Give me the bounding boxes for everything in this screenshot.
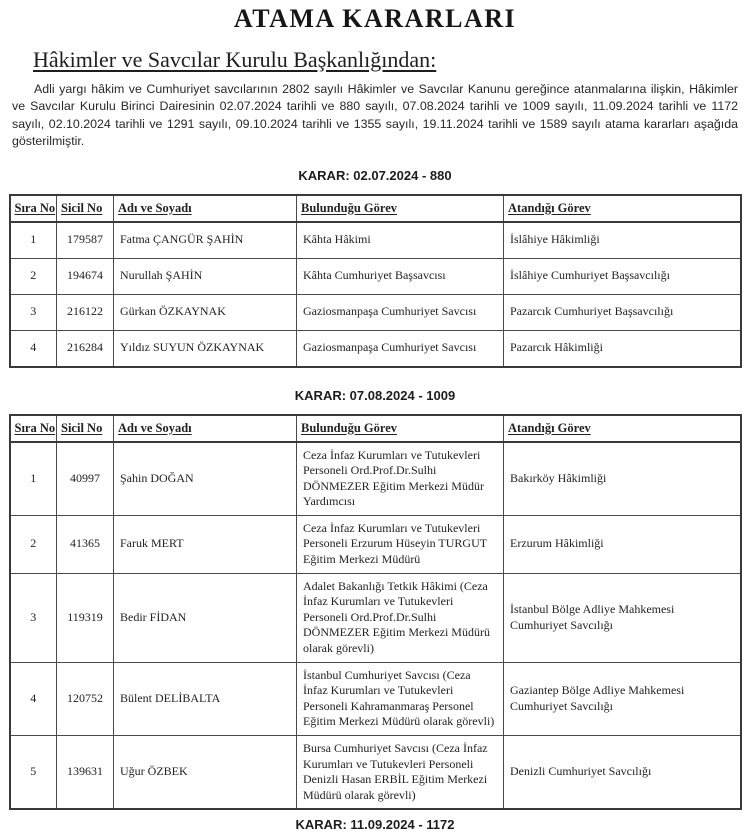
table-row xyxy=(10,222,741,259)
table-row xyxy=(10,258,741,294)
cell-atandigi-gorev: İslâhiye Cumhuriyet Başsavcılığı xyxy=(504,258,741,294)
table-row xyxy=(10,662,741,735)
decision-heading-1: KARAR: 02.07.2024 - 880 xyxy=(298,167,452,183)
cell-sicil-no: 139631 xyxy=(57,736,114,810)
column-header-atandigi-gorev: Atandığı Görev xyxy=(504,415,741,442)
cell-atandigi-gorev: Pazarcık Hâkimliği xyxy=(504,330,741,367)
cell-adi-ve-soyadi: Gürkan ÖZKAYNAK xyxy=(114,294,297,330)
cell-sira-no: 5 xyxy=(10,736,57,810)
cell-sicil-no: 216122 xyxy=(57,294,114,330)
intro-paragraph: Adli yargı hâkim ve Cumhuriyet savcılarının 2802 sayılı Hâkimler ve Savcılar Kanunu gereğince atanmalarına ilişkin, Hâkimler ve Savcılar Kurulu Birinci Dairesinin 02.07.2024 tarihli ve 880 sayılı, 07.08.2024 tarihli ve 1009 sayılı, 11.09.2024 tarihli ve 1172 sayılı, 02.10.2024 tarihli ve 1291 sayılı, 09.10.2024 tarihli ve 1355 sayılı, 19.11.2024 tarihli ve 1589 sayılı atama kararları aşağıda gösterilmiştir. xyxy=(12,81,738,149)
table-row xyxy=(10,515,741,573)
cell-adi-ve-soyadi: Bülent DELİBALTA xyxy=(114,662,297,735)
cell-atandigi-gorev: İstanbul Bölge Adliye Mahkemesi Cumhuriyet Savcılığı xyxy=(504,573,741,662)
column-header-sira-no: Sıra No xyxy=(10,195,57,222)
cell-sira-no: 3 xyxy=(10,573,57,662)
cell-bulundugu-gorev: Adalet Bakanlığı Tetkik Hâkimi (Ceza İnfaz Kurumları ve Tutukevleri Personeli Ord.Prof.Dr.Sulhi DÖNMEZER Eğitim Merkezi Müdürü olarak görevli) xyxy=(297,573,504,662)
column-header-adi-ve-soyadi: Adı ve Soyadı xyxy=(114,195,297,222)
decision-heading-2: KARAR: 07.08.2024 - 1009 xyxy=(294,387,456,403)
cell-atandigi-gorev: İslâhiye Hâkimliği xyxy=(504,222,741,259)
cell-sicil-no: 41365 xyxy=(57,515,114,573)
cell-sira-no: 3 xyxy=(10,294,57,330)
decision-heading-3-partial: KARAR: 11.09.2024 - 1172 xyxy=(295,817,455,833)
cell-atandigi-gorev: Erzurum Hâkimliği xyxy=(504,515,741,573)
issuer-heading: Hâkimler ve Savcılar Kurulu Başkanlığından: xyxy=(33,46,437,72)
cell-atandigi-gorev: Bakırköy Hâkimliği xyxy=(504,442,741,516)
cell-adi-ve-soyadi: Uğur ÖZBEK xyxy=(114,736,297,810)
cell-bulundugu-gorev: Ceza İnfaz Kurumları ve Tutukevleri Personeli Erzurum Hüseyin TURGUT Eğitim Merkezi Müdürü xyxy=(297,515,504,573)
cell-atandigi-gorev: Pazarcık Cumhuriyet Başsavcılığı xyxy=(504,294,741,330)
cell-sicil-no: 120752 xyxy=(57,662,114,735)
cell-sira-no: 4 xyxy=(10,662,57,735)
table-row xyxy=(10,330,741,367)
cell-adi-ve-soyadi: Şahin DOĞAN xyxy=(114,442,297,516)
cell-adi-ve-soyadi: Bedir FİDAN xyxy=(114,573,297,662)
cell-sicil-no: 40997 xyxy=(57,442,114,516)
cell-sicil-no: 194674 xyxy=(57,258,114,294)
cell-bulundugu-gorev: Gaziosmanpaşa Cumhuriyet Savcısı xyxy=(297,294,504,330)
cell-bulundugu-gorev: İstanbul Cumhuriyet Savcısı (Ceza İnfaz Kurumları ve Tutukevleri Personeli Kahramanmaraş Personel Eğitim Merkezi Müdürü olarak görevli) xyxy=(297,662,504,735)
cell-bulundugu-gorev: Gaziosmanpaşa Cumhuriyet Savcısı xyxy=(297,330,504,367)
cell-sicil-no: 179587 xyxy=(57,222,114,259)
column-header-adi-ve-soyadi: Adı ve Soyadı xyxy=(114,415,297,442)
table-row xyxy=(10,573,741,662)
cell-bulundugu-gorev: Kâhta Cumhuriyet Başsavcısı xyxy=(297,258,504,294)
column-header-atandigi-gorev: Atandığı Görev xyxy=(504,195,741,222)
table-row xyxy=(10,294,741,330)
cell-bulundugu-gorev: Kâhta Hâkimi xyxy=(297,222,504,259)
cell-sicil-no: 119319 xyxy=(57,573,114,662)
column-header-sicil-no: Sicil No xyxy=(57,195,114,222)
document-title: ATAMA KARARLARI xyxy=(233,4,517,33)
cell-adi-ve-soyadi: Nurullah ŞAHİN xyxy=(114,258,297,294)
cell-sira-no: 1 xyxy=(10,442,57,516)
appointments-table-2 xyxy=(9,414,742,811)
cell-sira-no: 2 xyxy=(10,515,57,573)
column-header-bulundugu-gorev: Bulunduğu Görev xyxy=(297,195,504,222)
cell-sira-no: 2 xyxy=(10,258,57,294)
cell-adi-ve-soyadi: Faruk MERT xyxy=(114,515,297,573)
table-row xyxy=(10,736,741,810)
cell-sira-no: 4 xyxy=(10,330,57,367)
cell-bulundugu-gorev: Ceza İnfaz Kurumları ve Tutukevleri Personeli Ord.Prof.Dr.Sulhi DÖNMEZER Eğitim Merkezi Müdür Yardımcısı xyxy=(297,442,504,516)
cell-atandigi-gorev: Gaziantep Bölge Adliye Mahkemesi Cumhuriyet Savcılığı xyxy=(504,662,741,735)
column-header-sira-no: Sıra No xyxy=(10,415,57,442)
table-row xyxy=(10,442,741,516)
cell-bulundugu-gorev: Bursa Cumhuriyet Savcısı (Ceza İnfaz Kurumları ve Tutukevleri Personeli Denizli Hasan ERBİL Eğitim Merkezi Müdürü olarak görevli) xyxy=(297,736,504,810)
cell-atandigi-gorev: Denizli Cumhuriyet Savcılığı xyxy=(504,736,741,810)
appointments-table-1 xyxy=(9,194,742,368)
cell-adi-ve-soyadi: Fatma ÇANGÜR ŞAHİN xyxy=(114,222,297,259)
column-header-sicil-no: Sicil No xyxy=(57,415,114,442)
cell-adi-ve-soyadi: Yıldız SUYUN ÖZKAYNAK xyxy=(114,330,297,367)
table-header-row xyxy=(10,415,741,442)
cell-sicil-no: 216284 xyxy=(57,330,114,367)
cell-sira-no: 1 xyxy=(10,222,57,259)
table-header-row xyxy=(10,195,741,222)
column-header-bulundugu-gorev: Bulunduğu Görev xyxy=(297,415,504,442)
